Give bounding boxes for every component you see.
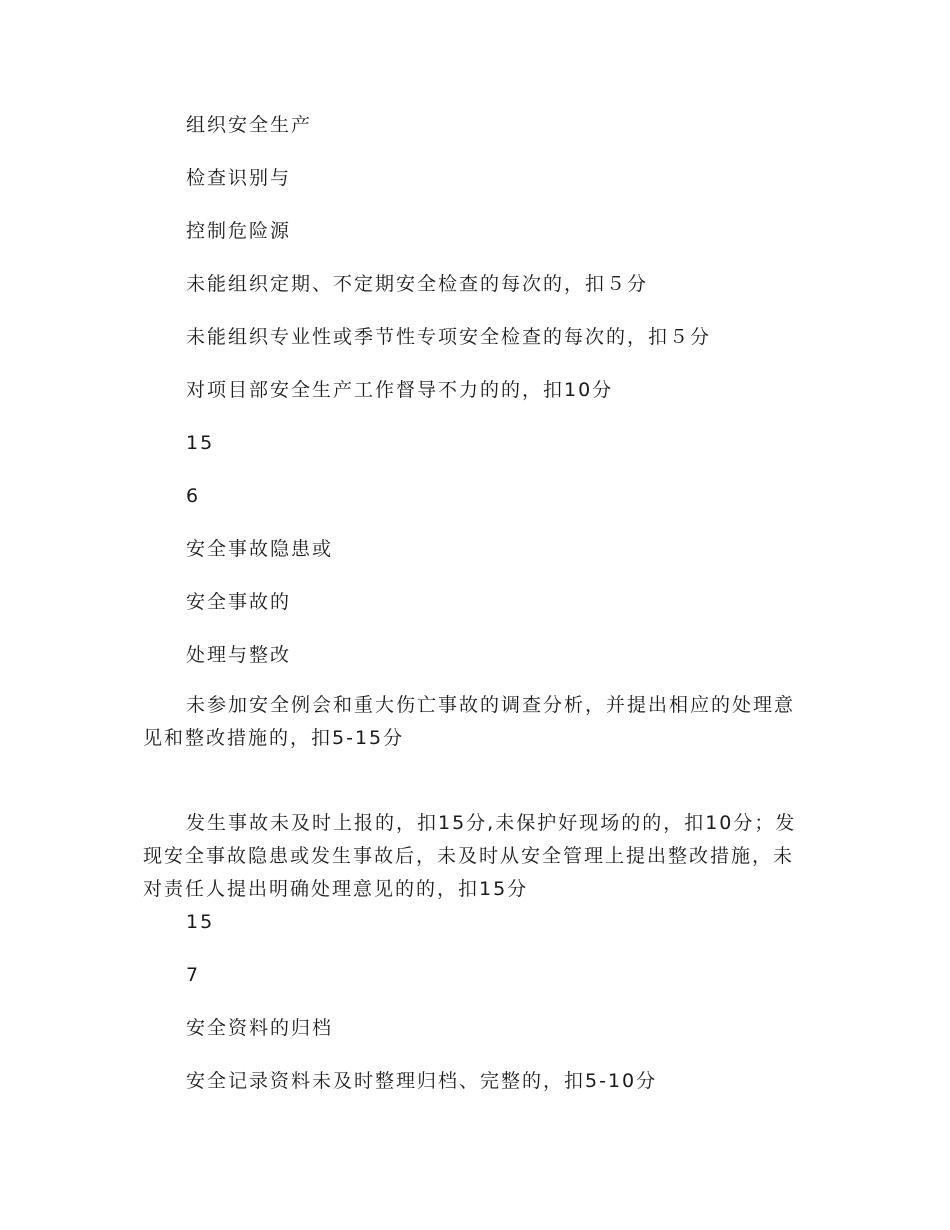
- text-line: 未能组织定期、不定期安全检查的每次的，扣５分: [186, 273, 649, 295]
- text-line: 对项目部安全生产工作督导不力的的，扣10分: [186, 379, 614, 401]
- text-paragraph: 未参加安全例会和重大伤亡事故的调查分析，并提出相应的处理意见和整改措施的，扣5-15分: [143, 694, 796, 749]
- text-line: 15: [186, 432, 215, 454]
- text-line: 7: [186, 964, 201, 986]
- text-line: 检查识别与: [186, 167, 292, 189]
- text-line: 组织安全生产: [186, 114, 313, 136]
- text-line: 15: [186, 911, 215, 933]
- text-line: 安全事故隐患或: [186, 538, 334, 560]
- text-line: 6: [186, 485, 201, 507]
- text-line: 安全资料的归档: [186, 1017, 334, 1039]
- text-line: 未能组织专业性或季节性专项安全检查的每次的，扣５分: [186, 326, 712, 348]
- text-paragraph: 发生事故未及时上报的，扣15分,未保护好现场的的，扣10分；发现安全事故隐患或发生事故后，未及时从安全管理上提出整改措施，未对责任人提出明确处理意见的的，扣15分: [143, 812, 797, 900]
- text-line: 安全事故的: [186, 591, 292, 613]
- text-line: 控制危险源: [186, 220, 292, 242]
- text-line: 处理与整改: [186, 644, 292, 666]
- text-line: 安全记录资料未及时整理归档、完整的，扣5-10分: [186, 1070, 658, 1092]
